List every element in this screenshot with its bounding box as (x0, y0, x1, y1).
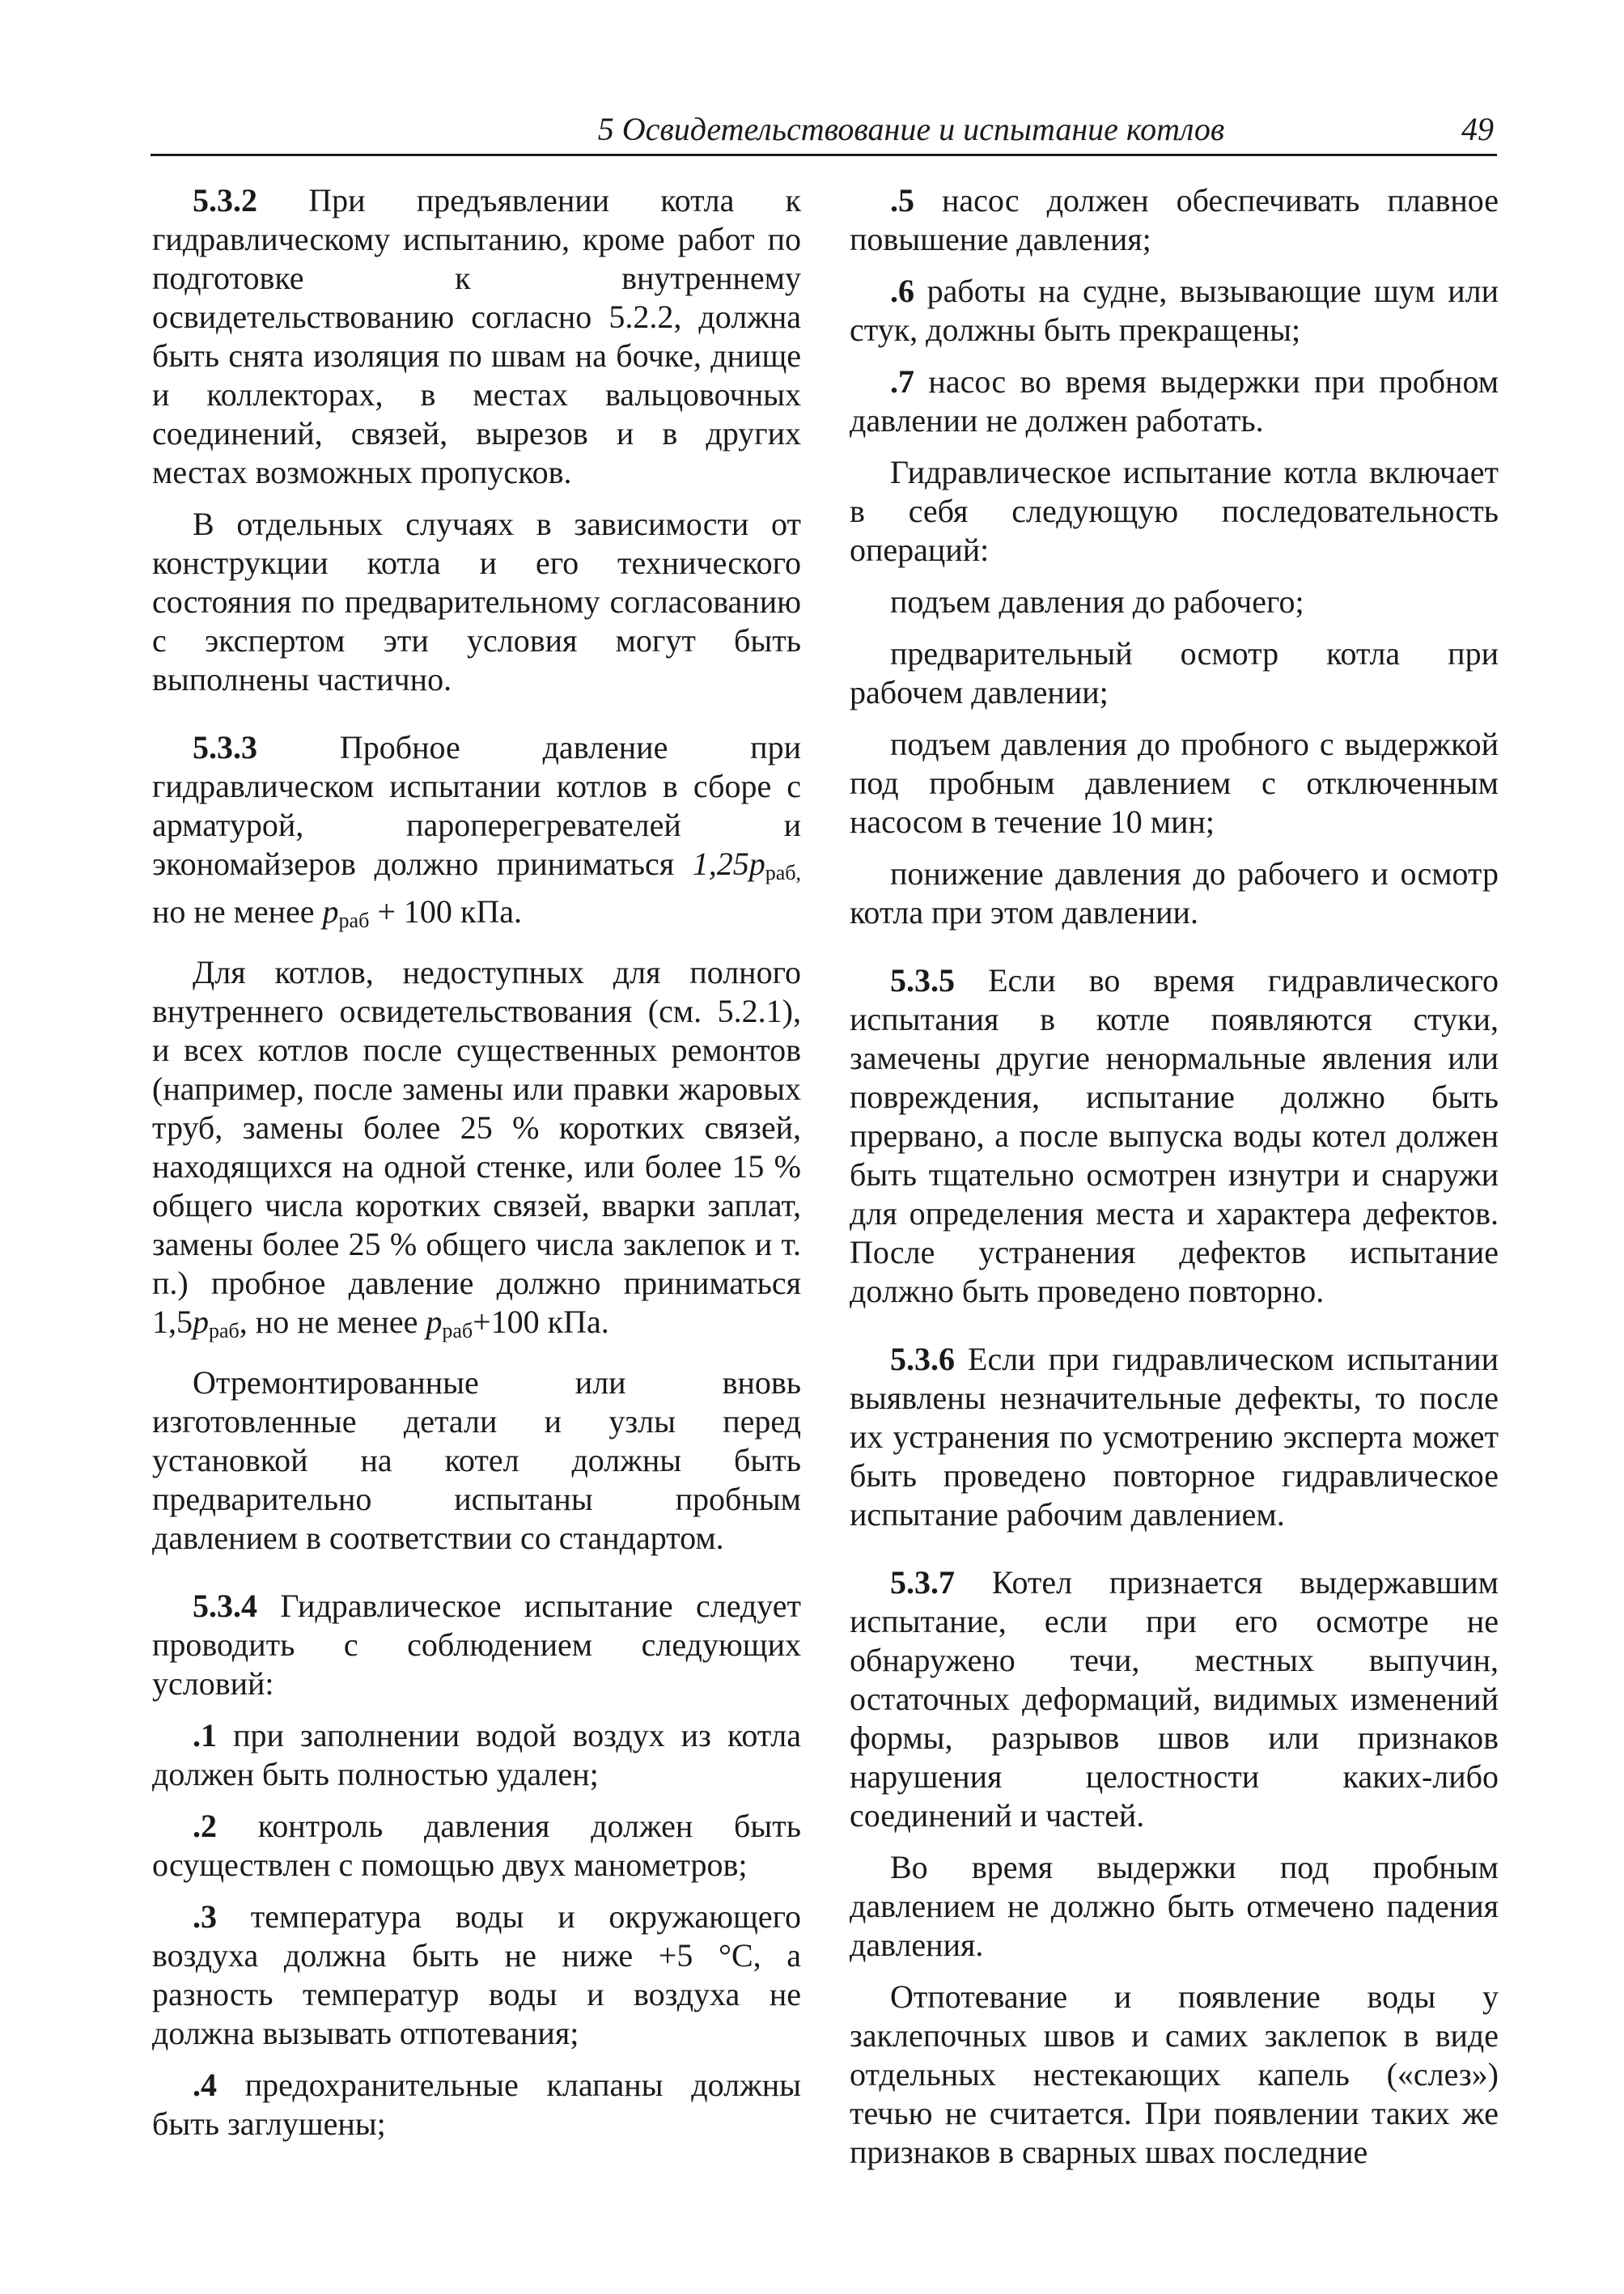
item-text: предохранительные клапаны должны быть заглушены; (152, 2067, 801, 2142)
paragraph-5-3-4 (152, 1587, 801, 1703)
paragraph-5-3-3 (152, 728, 801, 940)
item-number: .7 (890, 363, 914, 400)
paragraph-5-3-5 (850, 961, 1499, 1311)
item-number: .5 (890, 182, 914, 218)
condition-item (850, 181, 1499, 259)
paragraph-text: +100 кПа. (473, 1304, 609, 1340)
item-text: температура воды и окружающего воздуха должна быть не ниже +5 °С, а разность температур воды и воздуха не должна вызывать отпотевания; (152, 1898, 801, 2051)
sequence-step: подъем давления до пробного с выдержкой под пробным давлением с отключенным насосом в течение 10 мин; (850, 726, 1499, 840)
pressure-coefficient: 1,5 (152, 1304, 193, 1340)
item-number: .2 (193, 1808, 217, 1844)
left-column (152, 181, 801, 2156)
paragraph-text: Пробное давление при гидравлическом испытании котлов в сборе с арматурой, пароперегревателей и экономайзеров должно приниматься (152, 729, 801, 882)
sequence-step: подъем давления до рабочего; (890, 583, 1304, 620)
paragraph (152, 953, 801, 1351)
clause-number: 5.3.2 (193, 182, 257, 218)
right-column (850, 181, 1499, 2185)
pressure-symbol: p (426, 1304, 443, 1340)
clause-number: 5.3.7 (890, 1564, 955, 1601)
item-text: при заполнении водой воздух из котла должен быть полностью удален; (152, 1717, 801, 1792)
item-number: .3 (193, 1898, 217, 1935)
paragraph-text: Для котлов, недоступных для полного внутреннего освидетельствования (см. 5.2.1), и всех котлов после существенных ремонтов (например, после замены или правки жаровых труб, замены более 25 % коротких связей, находящихся на одной стенке, или более 15 % общего числа коротких связей, вварки заплат, замены более 25 % общего числа заклепок и т. п.) пробное давление должно приниматься (152, 954, 801, 1301)
item-number: .6 (890, 273, 914, 309)
condition-item (850, 272, 1499, 350)
paragraph-5-3-6 (850, 1340, 1499, 1534)
paragraph: Отпотевание и появление воды у заклепочных швов и самих заклепок в виде отдельных нестекающих капель («слез») течью не считается. При появлении таких же признаков в сварных швах последние (850, 1978, 1499, 2170)
running-title: 5 Освидетельствование и испытание котлов (597, 111, 1225, 147)
item-number: .4 (193, 2067, 217, 2103)
pressure-subscript: раб (338, 909, 370, 932)
pressure-symbol: p (748, 846, 765, 882)
pressure-symbol: p (193, 1304, 209, 1340)
condition-item (152, 1807, 801, 1885)
page-header (151, 113, 1497, 156)
paragraph-text: + 100 кПа. (369, 893, 522, 930)
paragraph-5-3-2 (152, 181, 801, 492)
paragraph-text: При предъявлении котла к гидравлическому испытанию, кроме работ по подготовке к внутреннему освидетельствованию согласно 5.2.2, должна быть снята изоляция по швам на бочке, днище и коллекторах, в местах вальцовочных соединений, связей, вырезов и в других местах возможных пропусков. (152, 182, 801, 490)
paragraph-text: Котел признается выдержавшим испытание, если при его осмотре не обнаружено течи, местных выпучин, остаточных деформаций, видимых изменений формы, разрывов швов или признаков нарушения целостности каких-либо соединений и частей. (850, 1564, 1499, 1834)
condition-item (152, 2066, 801, 2143)
item-text: работы на судне, вызывающие шум или стук, должны быть прекращены; (850, 273, 1499, 348)
item-number: .1 (193, 1717, 217, 1753)
condition-item (152, 1898, 801, 2053)
condition-item (850, 363, 1499, 440)
paragraph: Отремонтированные или вновь изготовленные детали и узлы перед установкой на котел должны быть предварительно испытаны пробным давлением в соответствии со стандартом. (152, 1364, 801, 1556)
page-number: 49 (1461, 111, 1494, 147)
paragraph: В отдельных случаях в зависимости от конструкции котла и его технического состояния по предварительному согласованию с экспертом эти условия могут быть выполнены частично. (152, 506, 801, 698)
pressure-subscript: раб (442, 1319, 473, 1342)
sequence-step: предварительный осмотр котла при рабочем давлении; (850, 635, 1499, 710)
paragraph: Гидравлическое испытание котла включает в себя следующую последовательность операций: (850, 454, 1499, 568)
clause-number: 5.3.6 (890, 1341, 955, 1377)
condition-item (152, 1716, 801, 1794)
item-text: насос во время выдержки при пробном давлении не должен работать. (850, 363, 1499, 439)
pressure-subscript: раб, (765, 861, 801, 884)
clause-number: 5.3.5 (890, 962, 955, 999)
paragraph-text: Если при гидравлическом испытании выявлены незначительные дефекты, то после их устранения по усмотрению эксперта может быть проведено повторное гидравлическое испытание рабочим давлением. (850, 1341, 1499, 1533)
paragraph-text: но не менее (152, 893, 323, 930)
clause-number: 5.3.3 (193, 729, 257, 765)
paragraph-text: Гидравлическое испытание следует проводить с соблюдением следующих условий: (152, 1588, 801, 1702)
paragraph-5-3-7 (850, 1563, 1499, 1835)
paragraph-text: , но не менее (239, 1304, 426, 1340)
paragraph-text: Если во время гидравлического испытания в котле появляются стуки, замечены другие ненормальные явления или повреждения, испытание должно быть прервано, а после выпуска воды котел должен быть тщательно осмотрен изнутри и снаружи для определения места и характера дефектов. После устранения дефектов испытание должно быть проведено повторно. (850, 962, 1499, 1309)
item-text: насос должен обеспечивать плавное повышение давления; (850, 182, 1499, 257)
pressure-subscript: раб (209, 1319, 240, 1342)
paragraph: Во время выдержки под пробным давлением не должно быть отмечено падения давления. (850, 1849, 1499, 1963)
item-text: контроль давления должен быть осуществлен с помощью двух манометров; (152, 1808, 801, 1883)
pressure-coefficient: 1,25 (692, 846, 749, 882)
sequence-step: понижение давления до рабочего и осмотр котла при этом давлении. (850, 855, 1499, 931)
clause-number: 5.3.4 (193, 1588, 257, 1624)
pressure-symbol: p (322, 893, 339, 930)
